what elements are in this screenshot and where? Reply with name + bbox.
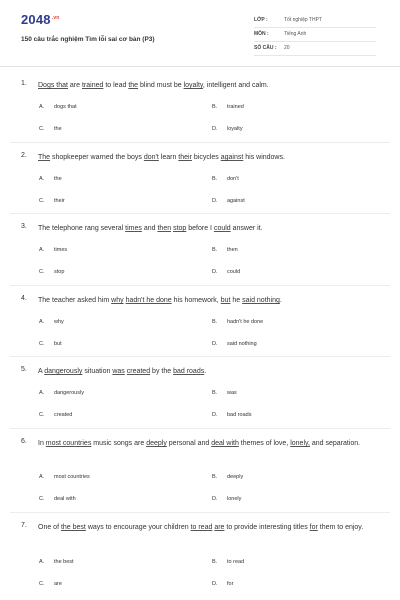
option-text: trained [227,104,244,110]
question-number: 3. [21,223,27,230]
option-b[interactable] [212,559,244,565]
option-a[interactable] [39,559,74,565]
divider [254,27,376,28]
underlined-segment: stop [173,225,187,232]
option-letter: B. [212,247,218,253]
option-c[interactable] [39,126,62,132]
question-number: 6. [21,438,27,445]
stem-text: and [141,225,158,232]
option-letter: D. [212,581,218,587]
option-letter: D. [212,126,218,132]
option-text: are [54,581,62,587]
stem-text: . [279,297,282,304]
option-letter: C. [39,412,45,418]
stem-text: , intelligent and calm. [202,82,269,89]
option-letter: A. [39,474,45,480]
question-stem [38,223,381,235]
underlined-segment: bad roads [173,368,205,375]
underlined-segment: most countries [45,440,92,447]
option-letter: B. [212,474,218,480]
underlined-segment: dangerously [44,368,83,375]
option-text: said nothing [227,341,257,347]
option-d[interactable] [212,126,243,132]
underlined-segment: their [178,154,192,161]
underlined-segment: are [214,524,225,531]
meta-subject-value: Tiếng Anh [284,31,307,37]
stem-text: . [204,368,207,375]
option-letter: A. [39,559,45,565]
option-letter: D. [212,198,218,204]
question-number: 2. [21,152,27,159]
stem-text: In [38,440,46,447]
underlined-segment: was [112,368,125,375]
underlined-segment: said nothing [242,297,280,304]
underlined-segment: deeply [146,440,167,447]
question-number: 5. [21,366,27,373]
option-text: could [227,269,241,275]
stem-text: and separation. [309,440,361,447]
option-a[interactable] [39,247,67,253]
site-logo[interactable] [21,12,60,27]
option-letter: B. [212,390,218,396]
option-a[interactable] [39,474,90,480]
underlined-segment: the [128,82,139,89]
stem-text: The telephone rang several [38,225,126,232]
option-text: don't [227,176,239,182]
stem-text: blind must be [138,82,184,89]
stem-text: bicycles [191,154,221,161]
underlined-segment: but [220,297,231,304]
stem-text: answer it. [230,225,263,232]
option-letter: D. [212,496,218,502]
stem-text: his windows. [243,154,285,161]
option-letter: B. [212,104,218,110]
option-b[interactable] [212,104,244,110]
divider [10,285,390,286]
option-text: why [54,319,64,325]
option-text: deal with [54,496,76,502]
option-letter: B. [212,559,218,565]
option-text: the [54,126,62,132]
option-text: then [227,247,238,253]
stem-text: learn [158,154,179,161]
underlined-segment: don't [143,154,159,161]
underlined-segment: times [125,225,142,232]
option-text: bad roads [227,412,252,418]
option-d[interactable] [212,496,241,502]
option-d[interactable] [212,581,233,587]
option-d[interactable] [212,341,257,347]
option-c[interactable] [39,198,65,204]
underlined-segment: then [157,225,172,232]
underlined-segment: deal with [211,440,239,447]
divider [10,356,390,357]
option-letter: C. [39,269,45,275]
meta-count-label: SỐ CÂU : [254,45,277,51]
stem-text: his homework, [171,297,221,304]
question-number: 1. [21,80,27,87]
divider [10,512,390,513]
option-b[interactable] [212,319,263,325]
stem-text: ways to encourage your children [85,524,191,531]
document-title: 150 câu trắc nghiệm Tìm lỗi sai cơ bản (P3) [21,36,155,43]
question-stem [38,438,381,450]
meta-grade [254,17,376,25]
question-stem [38,295,381,307]
option-a[interactable] [39,390,84,396]
option-d[interactable] [212,269,240,275]
underlined-segment: could [213,225,231,232]
stem-text: to provide interesting titles [224,524,310,531]
option-text: lonely [227,496,242,502]
option-c[interactable] [39,581,62,587]
stem-text: The teacher asked him [38,297,112,304]
option-letter: C. [39,126,45,132]
underlined-segment: for [309,524,318,531]
option-letter: C. [39,581,45,587]
underlined-segment: the best [60,524,86,531]
option-letter: A. [39,176,45,182]
underlined-segment: why [111,297,124,304]
option-a[interactable] [39,319,64,325]
underlined-segment: lonely, [290,440,310,447]
question-stem [38,366,381,378]
option-text: the [54,176,62,182]
option-text: but [54,341,62,347]
option-b[interactable] [212,474,243,480]
option-text: loyalty [227,126,243,132]
stem-text: are [67,82,82,89]
option-text: dangerously [54,390,84,396]
option-c[interactable] [39,269,64,275]
meta-subject-label: MÔN : [254,31,269,37]
meta-grade-value: Tốt nghiệp THPT [284,17,322,23]
option-text: created [54,412,73,418]
stem-text: situation [82,368,113,375]
stem-text: them to enjoy. [317,524,364,531]
option-text: their [54,198,65,204]
stem-text: to lead [103,82,129,89]
option-letter: A. [39,319,45,325]
option-c[interactable] [39,412,72,418]
underlined-segment: created [126,368,151,375]
stem-text: before I [186,225,214,232]
underlined-segment: Dogs that [38,82,68,89]
logo-text: 2048 [21,12,51,27]
underlined-segment: hadn't he done [125,297,172,304]
option-text: deeply [227,474,244,480]
logo-domain: .vn [51,14,60,21]
option-letter: D. [212,341,218,347]
option-text: the best [54,559,74,565]
stem-text: themes of love, [238,440,291,447]
divider [10,213,390,214]
underlined-segment: against [220,154,244,161]
underlined-segment: The [38,154,51,161]
option-letter: C. [39,341,45,347]
meta-grade-label: LỚP : [254,17,268,23]
stem-text: A [38,368,45,375]
stem-text: music songs are [91,440,147,447]
option-d[interactable] [212,412,251,418]
stem-text: personal and [166,440,212,447]
option-text: to read [227,559,245,565]
underlined-segment: trained [81,82,104,89]
divider [10,142,390,143]
option-text: against [227,198,245,204]
option-text: times [54,247,68,253]
option-a[interactable] [39,176,62,182]
option-letter: A. [39,104,45,110]
meta-count-value: 20 [284,45,290,51]
option-text: stop [54,269,65,275]
option-a[interactable] [39,104,77,110]
option-letter: C. [39,198,45,204]
option-letter: C. [39,496,45,502]
document-header [0,0,400,67]
question-stem [38,522,381,534]
option-letter: B. [212,319,218,325]
option-b[interactable] [212,176,239,182]
question-stem [38,152,381,164]
underlined-segment: to read [190,524,213,531]
option-b[interactable] [212,390,237,396]
stem-text: One of [38,524,61,531]
option-letter: B. [212,176,218,182]
stem-text: by the [150,368,174,375]
option-letter: D. [212,269,218,275]
option-c[interactable] [39,341,62,347]
divider [254,55,376,56]
option-letter: A. [39,390,45,396]
option-b[interactable] [212,247,238,253]
option-text: was [227,390,237,396]
option-d[interactable] [212,198,245,204]
meta-subject [254,31,376,39]
divider [254,41,376,42]
option-letter: A. [39,247,45,253]
option-text: most countries [54,474,90,480]
underlined-segment: loyalty [183,82,203,89]
question-number: 4. [21,295,27,302]
question-stem [38,80,381,92]
option-letter: D. [212,412,218,418]
meta-question-count [254,45,376,53]
option-text: for [227,581,234,587]
stem-text: shopkeeper warned the boys [50,154,144,161]
option-text: dogs that [54,104,77,110]
stem-text: he [230,297,243,304]
option-c[interactable] [39,496,76,502]
option-text: hadn't he done [227,319,264,325]
question-number: 7. [21,522,27,529]
divider [10,428,390,429]
